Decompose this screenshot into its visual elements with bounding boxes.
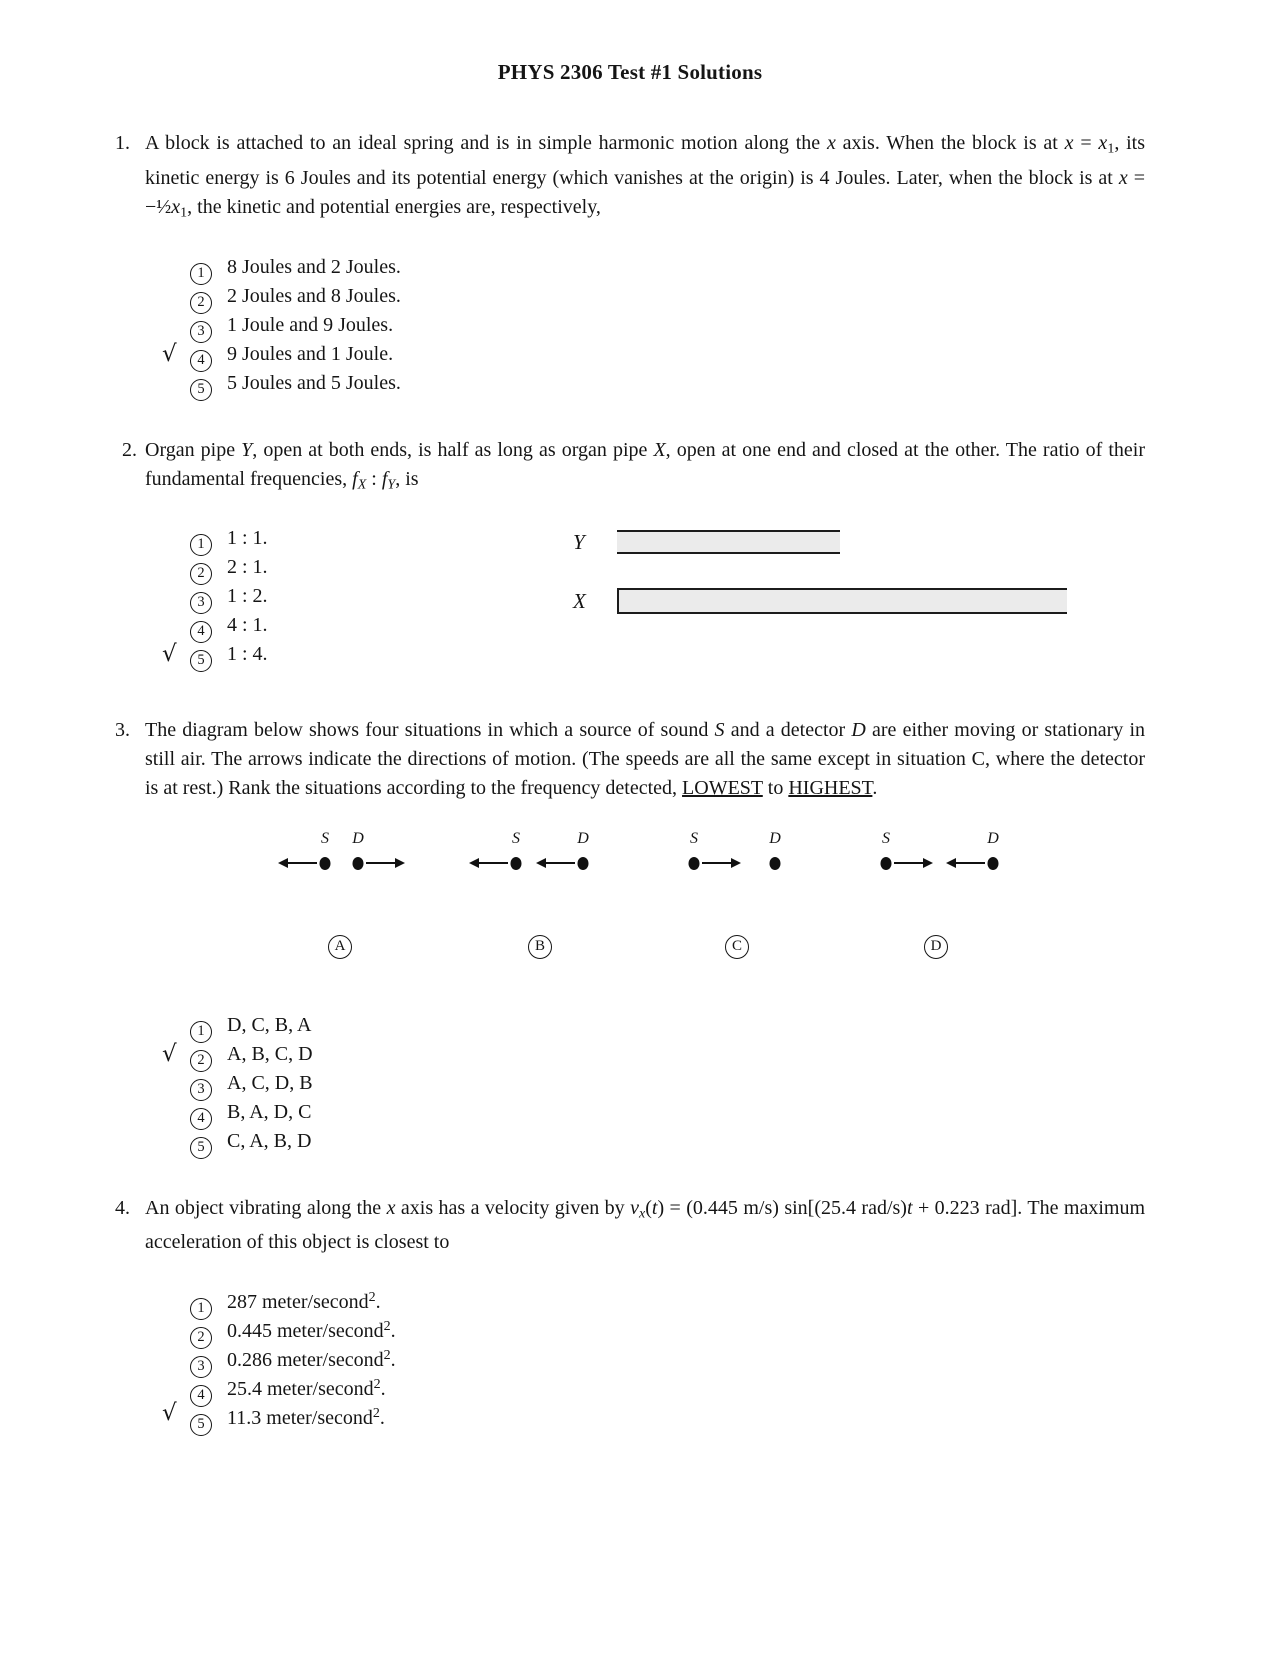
question-number: 4. bbox=[115, 1196, 130, 1219]
options-list bbox=[145, 1011, 1145, 1156]
question-number: 3. bbox=[115, 718, 130, 741]
option-correct bbox=[145, 640, 1145, 669]
situation-d bbox=[871, 830, 1011, 900]
organ-pipe-diagram bbox=[573, 528, 1067, 616]
option-label: A, C, D, B bbox=[227, 1071, 313, 1094]
arrow-left-icon bbox=[545, 862, 575, 864]
option-label: 4 : 1. bbox=[227, 613, 268, 636]
checkmark-icon: √ bbox=[162, 640, 177, 667]
option-number: 2 bbox=[190, 292, 212, 314]
situation-c-badge: C bbox=[725, 935, 749, 959]
option bbox=[145, 282, 1145, 311]
option-correct bbox=[145, 1040, 1145, 1069]
option bbox=[145, 1341, 1145, 1374]
option bbox=[145, 1069, 1145, 1098]
situation-b bbox=[475, 830, 615, 900]
option bbox=[145, 1098, 1145, 1127]
detector-label: D bbox=[352, 829, 364, 847]
question-body bbox=[145, 129, 1145, 436]
situation-a-badge: A bbox=[328, 935, 352, 959]
option bbox=[145, 1312, 1145, 1345]
pipe-x-label: X bbox=[573, 588, 586, 613]
arrow-right-icon bbox=[366, 862, 396, 864]
detector-label: D bbox=[987, 829, 999, 847]
arrow-right-icon bbox=[894, 862, 924, 864]
situation-d-badge: D bbox=[924, 935, 948, 959]
options-list bbox=[145, 253, 1145, 398]
source-label: S bbox=[321, 829, 329, 847]
option-label: 1 : 2. bbox=[227, 584, 268, 607]
source-label: S bbox=[882, 829, 890, 847]
question-4 bbox=[115, 1194, 1145, 1467]
option-label: 0.286 meter/second$^2$. bbox=[227, 1348, 396, 1371]
pipe-y-row bbox=[573, 528, 1067, 557]
option-number: 2 bbox=[190, 563, 212, 585]
question-body bbox=[145, 1194, 1145, 1467]
question-number: 2. bbox=[122, 439, 137, 461]
option-label: B, A, D, C bbox=[227, 1100, 312, 1123]
arrow-left-icon bbox=[478, 862, 508, 864]
option bbox=[145, 253, 1145, 282]
option-label: 9 Joules and 1 Joule. bbox=[227, 343, 394, 365]
option-number: 2 bbox=[190, 1327, 212, 1349]
option-number: 5 bbox=[190, 650, 212, 672]
option-number: 1 bbox=[190, 263, 212, 285]
question-2 bbox=[115, 436, 1145, 716]
option-number: 1 bbox=[190, 534, 212, 556]
question-number: 1. bbox=[115, 132, 130, 154]
detector-label: D bbox=[769, 829, 781, 847]
situation-b-badge: B bbox=[528, 935, 552, 959]
option-number: 1 bbox=[190, 1298, 212, 1320]
option-label: A, B, C, D bbox=[227, 1042, 313, 1065]
option-number: 4 bbox=[190, 1108, 212, 1130]
source-label: S bbox=[690, 829, 698, 847]
option-label: 8 Joules and 2 Joules. bbox=[227, 256, 401, 278]
option-label: D, C, B, A bbox=[227, 1013, 312, 1036]
detector-dot bbox=[353, 857, 364, 870]
option-number: 3 bbox=[190, 1079, 212, 1101]
question-3 bbox=[115, 716, 1145, 1194]
option-number: 5 bbox=[190, 1137, 212, 1159]
option-number: 2 bbox=[190, 1050, 212, 1072]
pipe-x-closed-one-end bbox=[617, 588, 1067, 614]
question-text: Organ pipe Y, open at both ends, is half as long as organ pipe X, open at one end and closed at the other. The ratio of their fundamental frequencies, fX : fY, is bbox=[145, 439, 1145, 493]
checkmark-icon: √ bbox=[162, 341, 177, 367]
option-number: 3 bbox=[190, 321, 212, 343]
option bbox=[145, 1011, 1145, 1040]
question-text: The diagram below shows four situations in which a source of sound S and a detector D are either moving or stationary in still air. The arrows indicate the directions of motion. (The speeds are all the same except in situation C, where the detector is at rest.) Rank the situations according to the frequency detected, LOWEST to HIGHEST. bbox=[145, 718, 1145, 799]
checkmark-icon: √ bbox=[162, 1400, 177, 1426]
situation-c bbox=[672, 830, 812, 900]
arrow-right-icon bbox=[702, 862, 732, 864]
question-1 bbox=[115, 129, 1145, 436]
option-number: 3 bbox=[190, 592, 212, 614]
option-label: 2 : 1. bbox=[227, 555, 268, 578]
source-label: S bbox=[512, 829, 520, 847]
arrow-left-icon bbox=[955, 862, 985, 864]
option-label: 5 Joules and 5 Joules. bbox=[227, 372, 401, 394]
pipe-x-row bbox=[573, 587, 1067, 616]
page-title: PHYS 2306 Test #1 Solutions bbox=[497, 60, 763, 84]
option bbox=[145, 1370, 1145, 1403]
detector-dot bbox=[988, 857, 999, 870]
option-label: 287 meter/second$^2$. bbox=[227, 1290, 381, 1313]
option-correct bbox=[145, 340, 1145, 369]
option-label: 1 : 4. bbox=[227, 642, 268, 665]
checkmark-icon: √ bbox=[162, 1040, 177, 1067]
situations-diagram bbox=[145, 817, 1145, 969]
option bbox=[145, 311, 1145, 340]
source-dot bbox=[320, 857, 331, 870]
option-label: 25.4 meter/second$^2$. bbox=[227, 1377, 386, 1400]
option-label: 0.445 meter/second$^2$. bbox=[227, 1319, 396, 1342]
option bbox=[145, 369, 1145, 398]
question-body bbox=[145, 436, 1145, 716]
situation-a bbox=[275, 830, 415, 900]
detector-dot bbox=[770, 857, 781, 870]
option-number: 1 bbox=[190, 1021, 212, 1043]
question-text: An object vibrating along the x axis has a velocity given by vx(t) = (0.445 m/s) sin[(25.4 rad/s)t + 0.223 rad]. The maximum acceleration of this object is closest to bbox=[145, 1196, 1146, 1253]
question-text: A block is attached to an ideal spring and is in simple harmonic motion along the x axis. When the block is at x = x1, its kinetic energy is 6 Joules and its potential energy (which vanishes at the origin) is 4 Joules. Later, when the block is at x = −½x1, the kinetic and potential energies are, respectively, bbox=[145, 132, 1146, 220]
option-label: C, A, B, D bbox=[227, 1129, 312, 1152]
option-number: 4 bbox=[190, 621, 212, 643]
option-number: 4 bbox=[190, 350, 212, 372]
question-body bbox=[145, 716, 1145, 1194]
option-number: 3 bbox=[190, 1356, 212, 1378]
option-label: 1 Joule and 9 Joules. bbox=[227, 314, 394, 336]
option-label: 2 Joules and 8 Joules. bbox=[227, 285, 401, 307]
detector-dot bbox=[578, 857, 589, 870]
pipe-y-label: Y bbox=[573, 529, 585, 554]
question-2-answer-area bbox=[145, 524, 1145, 674]
option-number: 5 bbox=[190, 379, 212, 401]
option-label: 11.3 meter/second$^2$. bbox=[227, 1406, 385, 1429]
arrow-left-icon bbox=[287, 862, 317, 864]
source-dot bbox=[689, 857, 700, 870]
option bbox=[145, 1127, 1145, 1156]
option-correct bbox=[145, 1399, 1145, 1432]
option-label: 1 : 1. bbox=[227, 526, 268, 549]
pipe-y-open-both-ends bbox=[617, 530, 840, 554]
source-dot bbox=[511, 857, 522, 870]
option-number: 5 bbox=[190, 1414, 212, 1436]
source-dot bbox=[881, 857, 892, 870]
detector-label: D bbox=[577, 829, 589, 847]
option bbox=[145, 1283, 1145, 1316]
option-number: 4 bbox=[190, 1385, 212, 1407]
options-list bbox=[145, 1283, 1145, 1432]
